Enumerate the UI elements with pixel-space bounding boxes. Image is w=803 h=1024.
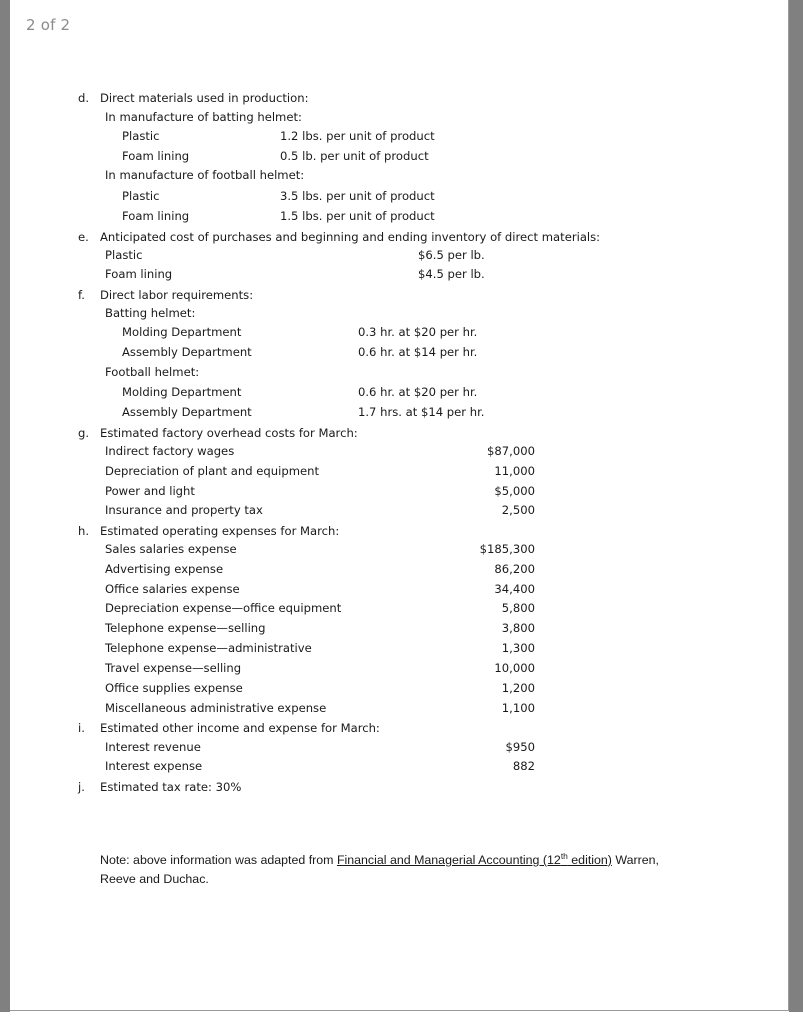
note-authors-first-line: Warren, — [611, 853, 659, 867]
item-amount: 86,200 — [494, 562, 535, 576]
item-amount: 5,800 — [501, 601, 535, 615]
item-value: 1.2 lbs. per unit of product — [280, 129, 435, 143]
item-amount: 2,500 — [501, 503, 535, 517]
item-label: Molding Department — [122, 325, 242, 339]
item-label: Sales salaries expense — [105, 542, 237, 556]
item-value: 0.3 hr. at $20 per hr. — [358, 325, 478, 339]
group-subheading: Football helmet: — [105, 365, 200, 379]
item-amount: 3,800 — [501, 621, 535, 635]
item-amount: 11,000 — [494, 464, 535, 478]
item-amount: $185,300 — [479, 542, 535, 556]
section-heading: Direct labor requirements: — [100, 288, 254, 302]
item-amount: 1,300 — [501, 641, 535, 655]
item-label: Advertising expense — [105, 562, 224, 576]
item-label: Assembly Department — [122, 345, 252, 359]
item-label: Plastic — [122, 189, 160, 203]
item-label: Power and light — [105, 484, 195, 498]
item-value: 0.6 hr. at $14 per hr. — [358, 345, 478, 359]
item-value: 1.5 lbs. per unit of product — [280, 209, 435, 223]
item-label: Plastic — [105, 248, 143, 262]
item-label: Foam lining — [122, 209, 190, 223]
right-scrollbar-track[interactable] — [789, 0, 803, 1012]
note-edition-superscript: th — [560, 850, 568, 861]
item-label: Depreciation expense—office equipment — [105, 601, 342, 615]
group-subheading: In manufacture of football helmet: — [105, 168, 305, 182]
item-value: 0.6 hr. at $20 per hr. — [358, 385, 478, 399]
item-label: Office supplies expense — [105, 681, 243, 695]
item-value: 1.7 hrs. at $14 per hr. — [358, 405, 485, 419]
item-label: Insurance and property tax — [105, 503, 263, 517]
note-lead-text: Note: above information was adapted from — [100, 853, 337, 867]
item-value: 0.5 lb. per unit of product — [280, 149, 429, 163]
list-marker: j. — [78, 780, 85, 794]
section-heading: Estimated factory overhead costs for March: — [100, 426, 358, 440]
note-book-title: Financial and Managerial Accounting (12 — [336, 853, 561, 867]
item-label: Depreciation of plant and equipment — [105, 464, 320, 478]
source-note — [100, 851, 720, 889]
item-label: Molding Department — [122, 385, 242, 399]
item-amount: $5,000 — [494, 484, 535, 498]
note-edition-text: edition) — [567, 853, 612, 867]
item-amount: 34,400 — [494, 582, 535, 596]
section-heading: Anticipated cost of purchases and beginning and ending inventory of direct materials: — [100, 230, 601, 244]
item-value: 3.5 lbs. per unit of product — [280, 189, 435, 203]
note-book-reference — [336, 850, 612, 867]
group-subheading: Batting helmet: — [105, 306, 196, 320]
list-marker: f. — [78, 288, 85, 302]
item-label: Foam lining — [105, 267, 173, 281]
item-label: Telephone expense—selling — [105, 621, 266, 635]
section-heading: Estimated operating expenses for March: — [100, 524, 340, 538]
item-value: $4.5 per lb. — [418, 267, 485, 281]
list-marker: i. — [78, 721, 85, 735]
item-value: $6.5 per lb. — [418, 248, 485, 262]
item-label: Miscellaneous administrative expense — [105, 701, 327, 715]
item-amount: 1,100 — [501, 701, 535, 715]
item-label: Interest expense — [105, 759, 203, 773]
section-heading: Estimated tax rate: 30% — [100, 780, 242, 794]
item-label: Travel expense—selling — [105, 661, 242, 675]
item-label: Telephone expense—administrative — [105, 641, 312, 655]
item-amount: 10,000 — [494, 661, 535, 675]
item-label: Plastic — [122, 129, 160, 143]
left-scrollbar-track[interactable] — [0, 0, 10, 1012]
item-label: Foam lining — [122, 149, 190, 163]
item-amount: $950 — [505, 740, 535, 754]
group-subheading: In manufacture of batting helmet: — [105, 110, 302, 124]
list-marker: g. — [78, 426, 90, 440]
item-label: Assembly Department — [122, 405, 252, 419]
section-heading: Estimated other income and expense for March: — [100, 721, 380, 735]
item-label: Indirect factory wages — [105, 444, 235, 458]
note-authors-second-line: Reeve and Duchac. — [100, 872, 209, 886]
item-amount: 882 — [512, 759, 535, 773]
item-amount: 1,200 — [501, 681, 535, 695]
list-marker: e. — [78, 230, 89, 244]
item-amount: $87,000 — [487, 444, 535, 458]
list-marker: d. — [78, 91, 90, 105]
section-heading: Direct materials used in production: — [100, 91, 309, 105]
item-label: Interest revenue — [105, 740, 201, 754]
item-label: Office salaries expense — [105, 582, 240, 596]
page-indicator: 2 of 2 — [26, 16, 71, 34]
list-marker: h. — [78, 524, 90, 538]
